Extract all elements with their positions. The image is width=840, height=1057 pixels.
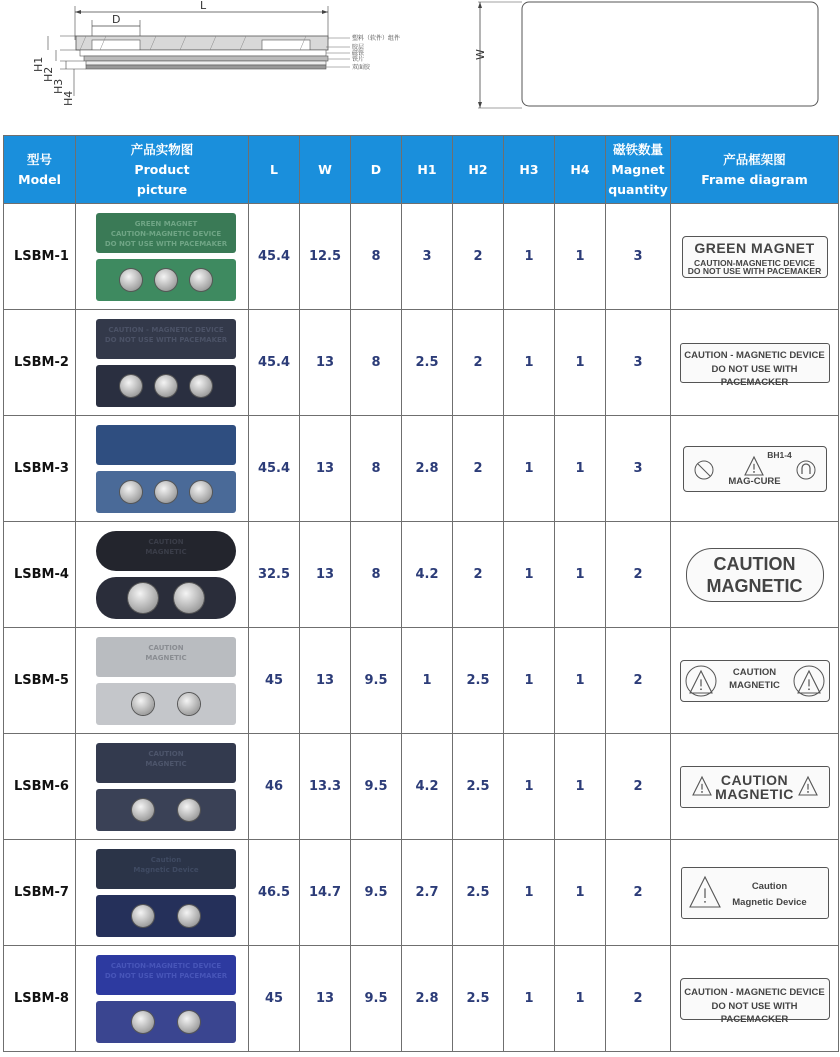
frame-outline (680, 766, 830, 808)
header-H2: H2 (453, 136, 504, 204)
plate-engraving (96, 537, 236, 557)
frame-diagram-cell (671, 840, 839, 946)
plate-engraving-line: MAGNETIC (145, 547, 187, 556)
table-row (4, 310, 839, 416)
h4-cell: 1 (555, 416, 606, 522)
table-row (4, 416, 839, 522)
l-cell: 46 (249, 734, 300, 840)
dim-H3-label: H3 (52, 78, 65, 94)
header-L: L (249, 136, 300, 204)
w-cell: 13 (300, 416, 351, 522)
frame-outline (681, 867, 829, 919)
frame-text-line: MAG-CURE (728, 475, 781, 487)
frame-text-line: DO NOT USE WITH PACEMAKER (687, 265, 822, 276)
magnet-disc (120, 481, 142, 503)
magnet-back-plate (96, 577, 236, 619)
h3-cell: 1 (504, 522, 555, 628)
top-view-drawing (470, 0, 840, 120)
header-model (4, 136, 76, 204)
model-cell: LSBM-3 (4, 416, 76, 522)
badge-front-plate (96, 213, 236, 253)
h1-cell: 2.7 (402, 840, 453, 946)
h3-cell: 1 (504, 416, 555, 522)
header-magnet-quantity (606, 136, 671, 204)
frame-outline (680, 978, 830, 1025)
layer-label-3: 磁铁 (352, 50, 365, 57)
magnet-back-plate (96, 683, 236, 725)
magnet-back-plate (96, 789, 236, 831)
dim-H2-label: H2 (42, 66, 55, 82)
w-cell: 13.3 (300, 734, 351, 840)
magnets-cell: 2 (606, 946, 671, 1052)
header-W: W (300, 136, 351, 204)
frame-text-line: CAUTION - MAGNETIC DEVICE (684, 986, 825, 998)
plate-engraving-line: DO NOT USE WITH PACEMAKER (104, 335, 228, 344)
h2-cell: 2 (453, 310, 504, 416)
h3-cell: 1 (504, 628, 555, 734)
table-row (4, 840, 839, 946)
h2-cell: 2.5 (453, 734, 504, 840)
header-model-en: Model (18, 171, 61, 187)
magnet-disc (178, 1011, 200, 1033)
frame-diagram-cell (671, 946, 839, 1052)
h3-cell: 1 (504, 310, 555, 416)
table-row (4, 946, 839, 1052)
plate-engraving-line: CAUTION (148, 643, 184, 652)
badge-front-plate (96, 849, 236, 889)
badge-front-plate (96, 319, 236, 359)
frame-text-line: MAGNETIC (715, 785, 794, 802)
frame-outline (683, 446, 827, 492)
h3-cell: 1 (504, 946, 555, 1052)
magnet-disc (178, 799, 200, 821)
w-cell: 13 (300, 946, 351, 1052)
w-cell: 12.5 (300, 204, 351, 310)
h1-cell: 2.8 (402, 416, 453, 522)
spec-table (3, 135, 839, 1052)
table-row (4, 628, 839, 734)
h1-cell: 2.8 (402, 946, 453, 1052)
frame-text-line: BH1-4 (767, 449, 792, 460)
frame-outline (680, 343, 830, 388)
header-picture-en2: picture (136, 181, 188, 197)
product-picture-cell (76, 840, 249, 946)
badge-front-plate (96, 743, 236, 783)
frame-text-line: DO NOT USE WITH PACEMACKER (711, 363, 798, 388)
frame-text-line: CAUTION-MAGNETIC DEVICE (694, 257, 815, 268)
magnet-disc (132, 905, 154, 927)
frame-diagram-cell (671, 310, 839, 416)
product-picture-cell (76, 310, 249, 416)
frame-outline (686, 548, 824, 602)
h4-cell: 1 (555, 946, 606, 1052)
header-picture (76, 136, 249, 204)
frame-text-line: Magnetic Device (732, 896, 807, 908)
plate-engraving-line: CAUTION-MAGNETIC DEVICE (110, 229, 222, 238)
dim-D-label: D (112, 13, 121, 26)
dim-H4-label: H4 (62, 90, 75, 106)
frame-outline (682, 236, 828, 278)
plate-engraving-line: Caution (150, 855, 182, 864)
frame-text-line: CAUTION (732, 666, 777, 678)
magnet-disc (120, 269, 142, 291)
magnet-disc (190, 269, 212, 291)
d-cell: 9.5 (351, 946, 402, 1052)
magnet-back-plate (96, 259, 236, 301)
h1-cell: 1 (402, 628, 453, 734)
h3-cell: 1 (504, 734, 555, 840)
product-picture-cell (76, 416, 249, 522)
header-magnet-en1: Magnet (611, 161, 665, 177)
header-picture-en1: Product (134, 161, 190, 177)
h4-cell: 1 (555, 628, 606, 734)
frame-text-line: MAGNETIC (706, 575, 803, 596)
product-photo (82, 527, 242, 623)
product-picture-cell (76, 204, 249, 310)
plate-engraving (96, 961, 236, 981)
magnet-disc (190, 375, 212, 397)
h2-cell: 2 (453, 416, 504, 522)
header-frame-diagram (671, 136, 839, 204)
magnet-disc (132, 693, 154, 715)
h4-cell: 1 (555, 840, 606, 946)
l-cell: 45.4 (249, 416, 300, 522)
model-cell: LSBM-8 (4, 946, 76, 1052)
plate-engraving-line: DO NOT USE WITH PACEMAKER (104, 239, 228, 248)
h4-cell: 1 (555, 734, 606, 840)
magnet-back-plate (96, 895, 236, 937)
frame-diagram-cell (671, 522, 839, 628)
h3-cell: 1 (504, 840, 555, 946)
magnets-cell: 3 (606, 416, 671, 522)
magnets-cell: 2 (606, 734, 671, 840)
product-photo (82, 421, 242, 517)
frame-diagram-cell (671, 628, 839, 734)
h4-cell: 1 (555, 204, 606, 310)
h2-cell: 2.5 (453, 840, 504, 946)
l-cell: 45.4 (249, 310, 300, 416)
frame-text-line: Caution (751, 880, 788, 892)
h3-cell: 1 (504, 204, 555, 310)
table-body (4, 204, 839, 1052)
header-H4: H4 (555, 136, 606, 204)
h1-cell: 4.2 (402, 522, 453, 628)
l-cell: 32.5 (249, 522, 300, 628)
plate-engraving (96, 219, 236, 249)
l-cell: 46.5 (249, 840, 300, 946)
product-photo (82, 209, 242, 305)
product-photo (82, 951, 242, 1047)
model-cell: LSBM-7 (4, 840, 76, 946)
frame-text-line: GREEN MAGNET (694, 239, 815, 256)
dim-H1-label: H1 (32, 56, 45, 72)
h1-cell: 2.5 (402, 310, 453, 416)
d-cell: 8 (351, 204, 402, 310)
cross-section-drawing (0, 0, 420, 120)
product-photo (82, 633, 242, 729)
dim-L-label: L (200, 0, 207, 12)
h4-cell: 1 (555, 310, 606, 416)
product-picture-cell (76, 628, 249, 734)
model-cell: LSBM-4 (4, 522, 76, 628)
magnet-disc (155, 375, 177, 397)
magnet-disc (155, 269, 177, 291)
model-cell: LSBM-1 (4, 204, 76, 310)
magnet-back-plate (96, 1001, 236, 1043)
h2-cell: 2 (453, 204, 504, 310)
plate-engraving (96, 643, 236, 663)
product-photo (82, 845, 242, 941)
magnet-disc (132, 799, 154, 821)
plate-engraving-line: DO NOT USE WITH PACEMAKER (104, 971, 228, 980)
header-magnet-en2: quantity (608, 181, 668, 197)
frame-diagram-cell (671, 416, 839, 522)
plate-engraving-line: CAUTION (148, 537, 184, 546)
l-cell: 45 (249, 628, 300, 734)
plate-engraving (96, 855, 236, 875)
plate-engraving-line: GREEN MAGNET (134, 219, 198, 228)
magnet-back-plate (96, 471, 236, 513)
h2-cell: 2 (453, 522, 504, 628)
header-D: D (351, 136, 402, 204)
frame-diagram-cell (671, 734, 839, 840)
header-frame-en: Frame diagram (701, 171, 808, 187)
magnets-cell: 2 (606, 628, 671, 734)
plate-engraving (96, 325, 236, 345)
h4-cell: 1 (555, 522, 606, 628)
d-cell: 8 (351, 310, 402, 416)
plate-engraving-line: CAUTION - MAGNETIC DEVICE (108, 325, 224, 334)
d-cell: 9.5 (351, 840, 402, 946)
badge-front-plate (96, 637, 236, 677)
header-frame-cn: 产品框架图 (723, 151, 786, 167)
magnet-disc (190, 481, 212, 503)
magnets-cell: 2 (606, 840, 671, 946)
table-header-row (4, 136, 839, 204)
header-H3: H3 (504, 136, 555, 204)
l-cell: 45.4 (249, 204, 300, 310)
layer-label-1: 塑料（软件）组件 (352, 35, 401, 42)
plate-engraving (96, 749, 236, 769)
header-model-cn: 型号 (26, 151, 52, 167)
magnet-disc (120, 375, 142, 397)
w-cell: 13 (300, 628, 351, 734)
badge-front-plate (96, 425, 236, 465)
header-picture-cn: 产品实物图 (130, 141, 194, 157)
l-cell: 45 (249, 946, 300, 1052)
plate-engraving-line: CAUTION (148, 749, 184, 758)
warning-icon (682, 868, 828, 918)
magnet-disc (132, 1011, 154, 1033)
plate-engraving-line: MAGNETIC (145, 653, 187, 662)
d-cell: 9.5 (351, 734, 402, 840)
w-cell: 13 (300, 310, 351, 416)
magnet-back-plate (96, 365, 236, 407)
frame-text-line: CAUTION (720, 771, 789, 788)
magnet-disc (178, 693, 200, 715)
layer-label-4: 铁片 (352, 56, 365, 63)
table-row (4, 522, 839, 628)
h2-cell: 2.5 (453, 628, 504, 734)
product-photo (82, 315, 242, 411)
d-cell: 9.5 (351, 628, 402, 734)
frame-outline (680, 660, 830, 702)
magnet-disc (174, 583, 204, 613)
header-H1: H1 (402, 136, 453, 204)
product-photo (82, 739, 242, 835)
plate-engraving-line: MAGNETIC (145, 759, 187, 768)
magnet-disc (155, 481, 177, 503)
h2-cell: 2.5 (453, 946, 504, 1052)
frame-text-line: MAGNETIC (729, 679, 780, 691)
model-cell: LSBM-5 (4, 628, 76, 734)
d-cell: 8 (351, 416, 402, 522)
magnets-cell: 3 (606, 310, 671, 416)
w-cell: 14.7 (300, 840, 351, 946)
magnets-cell: 3 (606, 204, 671, 310)
frame-diagram-cell (671, 204, 839, 310)
magnet-disc (178, 905, 200, 927)
plate-engraving-line: Magnetic Device (133, 865, 199, 874)
badge-front-plate (96, 955, 236, 995)
product-picture-cell (76, 734, 249, 840)
frame-text-line: CAUTION (713, 553, 796, 574)
product-picture-cell (76, 946, 249, 1052)
frame-text-line: CAUTION - MAGNETIC DEVICE (684, 349, 825, 361)
header-magnet-cn: 磁铁数量 (612, 141, 663, 157)
table-row (4, 204, 839, 310)
h1-cell: 4.2 (402, 734, 453, 840)
h1-cell: 3 (402, 204, 453, 310)
magnets-cell: 2 (606, 522, 671, 628)
model-cell: LSBM-6 (4, 734, 76, 840)
model-cell: LSBM-2 (4, 310, 76, 416)
layer-label-2: 胶层 (352, 44, 365, 51)
w-cell: 13 (300, 522, 351, 628)
product-picture-cell (76, 522, 249, 628)
badge-front-plate (96, 531, 236, 571)
frame-text-line: DO NOT USE WITH PACEMACKER (711, 1000, 798, 1025)
layer-label-5: 双面胶 (352, 64, 371, 71)
plate-engraving-line: CAUTION-MAGNETIC DEVICE (110, 961, 222, 970)
magnet-disc (128, 583, 158, 613)
d-cell: 8 (351, 522, 402, 628)
table-row (4, 734, 839, 840)
dim-W-label: W (474, 49, 487, 60)
